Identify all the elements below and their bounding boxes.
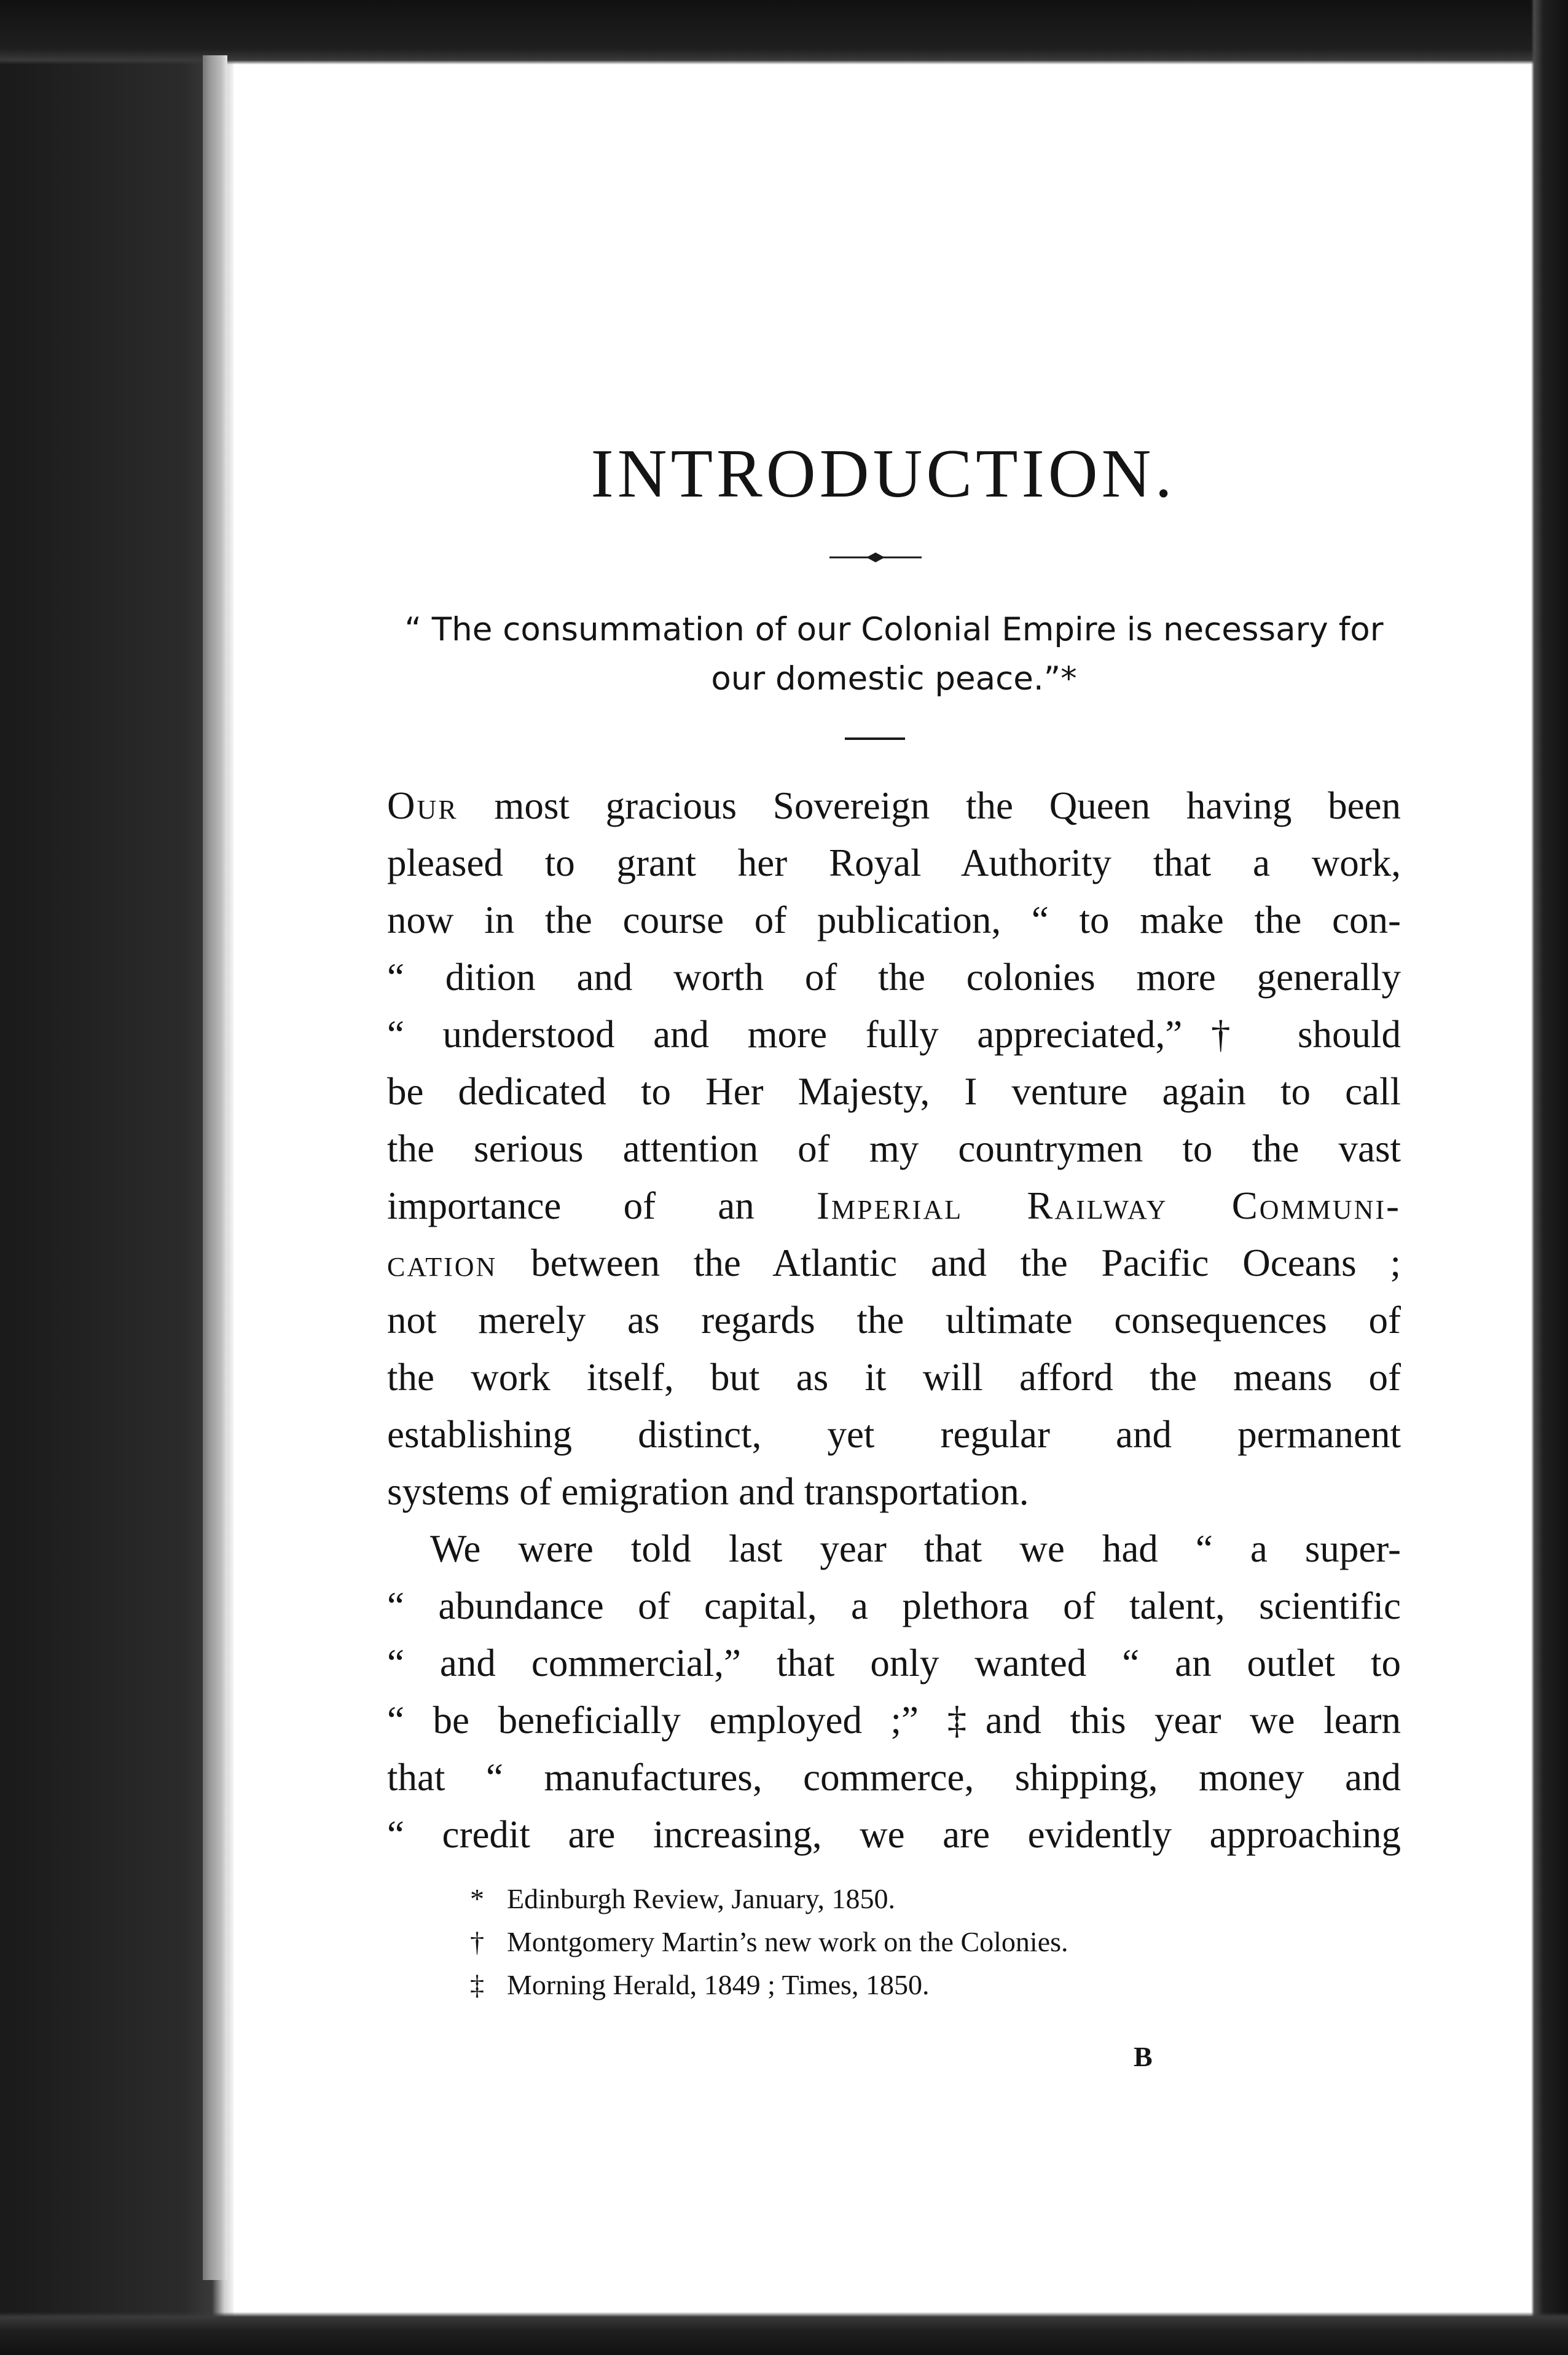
text-line: now in the course of publication, “ to make the con- [387, 898, 1401, 942]
text-line: the serious attention of my countrymen to the vast [387, 1127, 1401, 1170]
scan-top-edge [0, 0, 1568, 65]
footnote [470, 1964, 1392, 2007]
text-line: “ dition and worth of the colonies more generally [387, 956, 1401, 999]
small-caps-phrase: cation [387, 1241, 498, 1284]
text-line: establishing distinct, yet regular and permanent [387, 1413, 1401, 1456]
small-caps-phrase: Imperial Railway Communi- [817, 1184, 1401, 1227]
text-line: be dedicated to Her Majesty, I venture again to call [387, 1070, 1401, 1113]
scan-fold-shadow [203, 55, 227, 2280]
text-line: “ understood and more fully appreciated,”† should [387, 1013, 1401, 1056]
text-line: We were told last year that we had “ a super- [430, 1527, 1401, 1570]
footnote-text: Morning Herald, 1849 ; Times, 1850. [507, 1969, 930, 2000]
footnote-text: Montgomery Martin’s new work on the Colonies. [507, 1926, 1068, 1957]
text-line: that “ manufactures, commerce, shipping, money and [387, 1756, 1401, 1799]
text-line: “ credit are increasing, we are evidently approaching [387, 1813, 1401, 1856]
epigraph [390, 605, 1398, 704]
footnote [470, 1877, 1392, 1921]
page-title: INTRODUCTION. [590, 436, 1176, 512]
scan-right-edge [1531, 0, 1568, 2355]
text-line: not merely as regards the ultimate consequences of [387, 1299, 1401, 1342]
ornament-divider [829, 551, 922, 564]
text-line: Our most gracious Sovereign the Queen having been [387, 784, 1401, 827]
scan-bottom-edge [0, 2312, 1568, 2355]
text-line: importance of an Imperial Railway Communi- [387, 1184, 1401, 1227]
drop-lead-word: Our [387, 784, 458, 827]
footnote-text: Edinburgh Review, January, 1850. [507, 1883, 895, 1914]
book-page [237, 65, 1530, 2311]
footnote-mark: ‡ [470, 1969, 484, 2000]
signature-mark: B [1134, 2041, 1153, 2072]
text-line: the work itself, but as it will afford the means of [387, 1356, 1401, 1399]
epigraph-line: our domestic peace.”* [711, 660, 1077, 698]
short-rule [845, 737, 905, 740]
text-line: systems of emigration and transportation. [387, 1470, 1029, 1513]
scan-left-edge [0, 0, 233, 2355]
text-line: “ and commercial,” that only wanted “ an outlet to [387, 1641, 1401, 1685]
body-text [387, 777, 1401, 1863]
footnote [470, 1921, 1392, 1964]
text-line: pleased to grant her Royal Authority that a work, [387, 841, 1401, 884]
footnote-mark: † [470, 1926, 484, 1957]
footnotes [470, 1877, 1392, 2007]
footnote-mark: * [470, 1883, 484, 1914]
text-line: cation between the Atlantic and the Pacific Oceans ; [387, 1241, 1401, 1284]
text-line: “ abundance of capital, a plethora of talent, scientific [387, 1584, 1401, 1627]
epigraph-line: “ The consummation of our Colonial Empire is necessary for [404, 611, 1384, 648]
text-line: “ be beneficially employed ;” ‡and this year we learn [387, 1699, 1401, 1742]
